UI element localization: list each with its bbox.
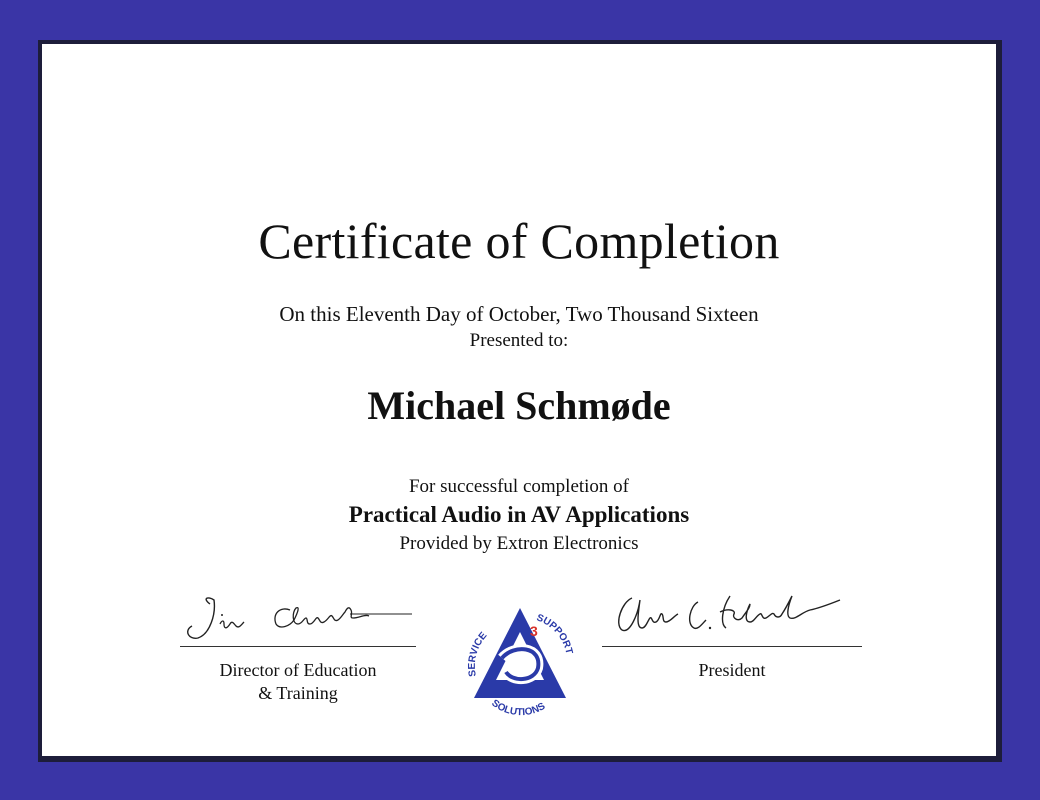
president-title: President — [698, 660, 766, 680]
completion-line: For successful completion of — [408, 476, 630, 497]
logo-text-support: SUPPORT — [534, 612, 575, 656]
presented-to-line: Presented to: — [469, 330, 569, 351]
logo-number: 3 — [530, 623, 538, 639]
logo-text-service: SERVICE — [466, 630, 490, 678]
director-signature-block — [180, 584, 416, 705]
director-title-line2: & Training — [258, 683, 338, 703]
logo-text-solutions: SOLUTIONS — [489, 697, 548, 719]
service-support-solutions-logo — [462, 572, 577, 732]
president-signature-line — [602, 646, 862, 647]
director-title — [180, 659, 416, 705]
president-signature-block — [602, 584, 862, 682]
course-name: Practical Audio in AV Applications — [348, 502, 690, 527]
director-signature — [180, 584, 416, 646]
recipient-name: Michael Schmøde — [367, 383, 671, 428]
provider-line: Provided by Extron Electronics — [399, 533, 639, 554]
certificate-paper — [42, 44, 996, 756]
president-signature — [602, 584, 862, 646]
certificate-title: Certificate of Completion — [258, 213, 780, 269]
director-signature-line — [180, 646, 416, 647]
date-line: On this Eleventh Day of October, Two Thousand Sixteen — [279, 302, 759, 326]
director-title-line1: Director of Education — [219, 660, 377, 680]
